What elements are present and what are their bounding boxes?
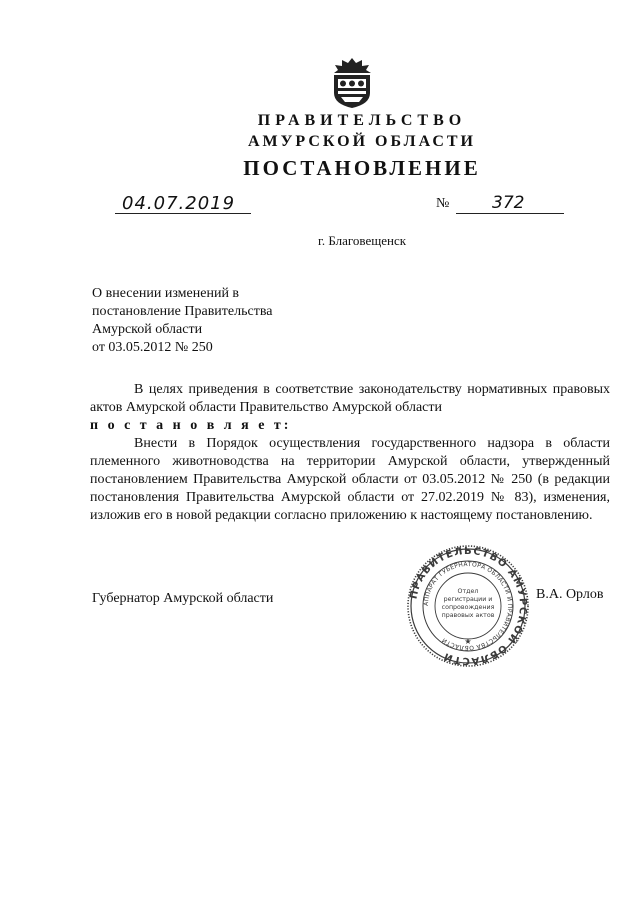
subject-line: от 03.05.2012 № 250 <box>92 340 213 355</box>
document-type-title: ПОСТАНОВЛЕНИЕ <box>243 156 481 180</box>
seal-outer-text: ПРАВИТЕЛЬСТВО АМУРСКОЙ ОБЛАСТИ <box>408 545 529 667</box>
region-title: АМУРСКОЙ ОБЛАСТИ <box>248 133 476 150</box>
document-date: 04.07.2019 <box>122 193 236 214</box>
signatory-position: Губернатор Амурской области <box>92 591 274 606</box>
subject-line: О внесении изменений в <box>92 286 240 301</box>
number-underline <box>456 213 564 214</box>
seal-inner-text: АППАРАТ ГУБЕРНАТОРА ОБЛАСТИ И ПРАВИТЕЛЬСТВА ОБЛАСТИ <box>422 560 514 652</box>
city-name: г. Благовещенск <box>317 233 407 248</box>
subject-block <box>92 285 272 357</box>
date-underline <box>115 213 251 214</box>
svg-text:★: ★ <box>464 637 472 646</box>
subject-line: постановление Правительства <box>92 304 273 319</box>
document-body <box>90 381 610 525</box>
preamble-paragraph: В целях приведения в соответствие законодательству нормативных правовых актов Амурской области Правительство Амурской области <box>90 382 610 415</box>
document-number: 372 <box>492 193 525 213</box>
main-paragraph: Внести в Порядок осуществления государственного надзора в области племенного животноводства на территории Амурской области, утвержденный постановлением Правительства Амурской области от 03.05.2012 № 250 (в редакции постановления Правительства Амурской области от 27.02.2019 № 83), изменения, изложив его в новой редакции согласно приложению к настоящему постановлению. <box>90 436 610 523</box>
decree-word: п о с т а н о в л я е т: <box>90 418 292 433</box>
government-title: ПРАВИТЕЛЬСТВО <box>257 112 467 129</box>
coat-of-arms-icon <box>329 57 375 109</box>
official-seal-icon <box>406 544 530 668</box>
seal-center-text: Отдел регистрации и сопровождения правовых актов <box>441 588 495 619</box>
number-sign: № <box>436 196 450 211</box>
signatory-name: В.А. Орлов <box>536 587 604 602</box>
subject-line: Амурской области <box>92 322 203 337</box>
